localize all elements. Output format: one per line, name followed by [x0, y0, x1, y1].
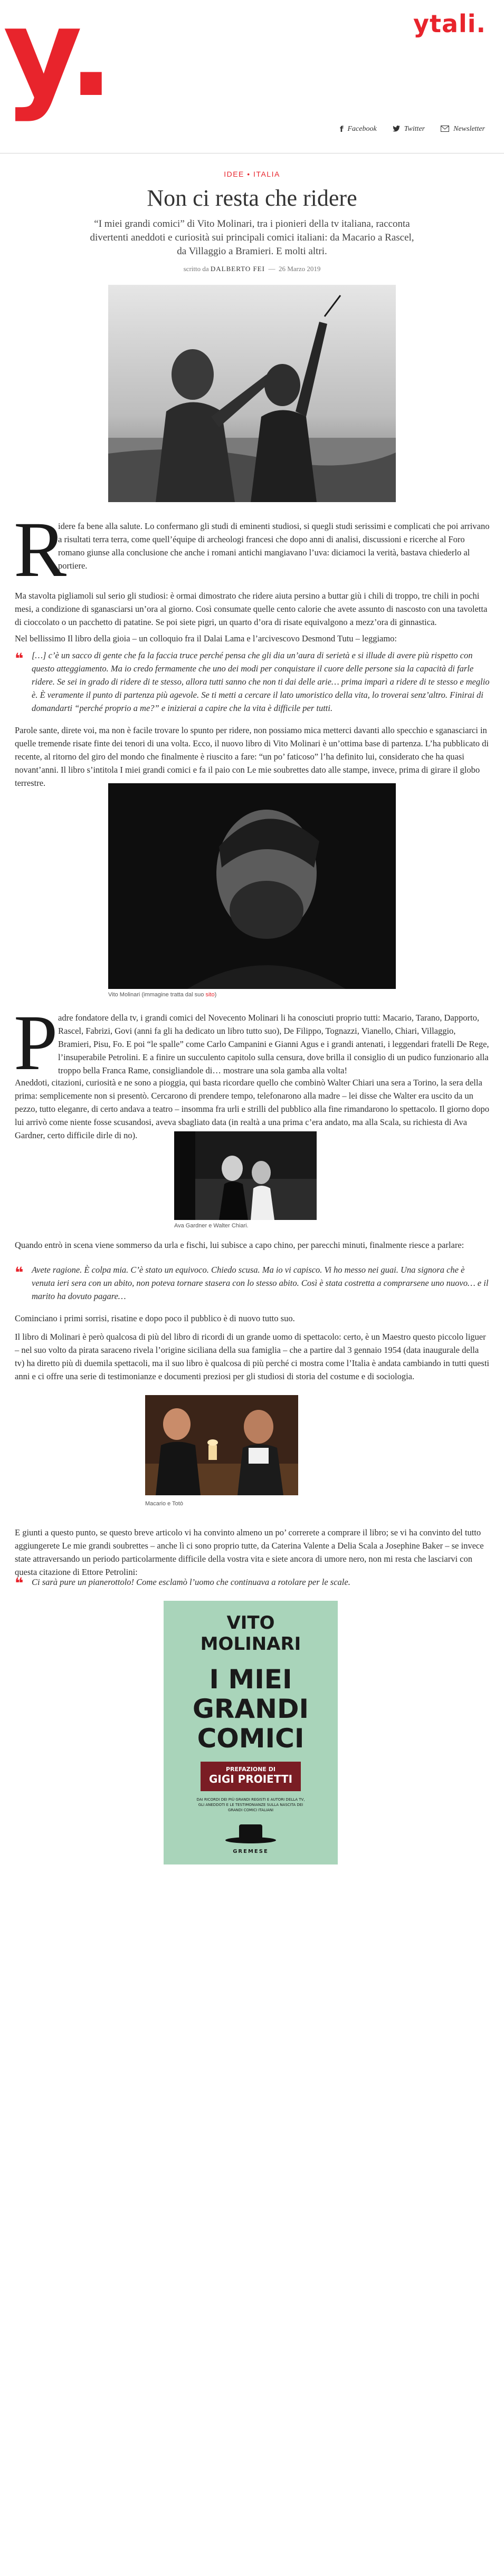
paragraph-10: E giunti a questo punto, se questo breve articolo vi ha convinto almeno un po’ correrete a comprare il libro; se vi ha convinto del tutto aggiungerete Le mie grandi soubrettes – anche lì ci sono proprio tutte, da Caterina Valente a Delia Scala a Josephine Baker – se invece state attraversando un periodo particolarmente difficile della vostra vita e siete ancora di umore nero, non mi resta che lasciarvi con questa citazione di Ettore Petrolini:	[15, 1527, 484, 1577]
cover-title-1: I MIEI	[209, 1664, 292, 1695]
paragraph-4: Parole sante, direte voi, ma non è facile trovare lo spunto per ridere, non possiamo mica metterci davanti allo specchio e sganasciarci in quelle tremende risate finte dei tenori di una volta. Ecco, il nuovo libro di Vito Molinari è un’ottima base di partenza. L’ha pubblicato di recente, al ritorno del giro del mondo che finalmente è riuscito a fare: “un po’ faticoso” l’ha definito lui, considerato che ha quasi novant’anni. Il libro s’intitola I miei grandi comici e fa il paio con Le mie soubrettes dato alle stampe, invece, prima di girare il globo terrestre.	[15, 725, 489, 788]
quote-1: […] c’è un sacco di gente che fa la faccia truce perché pensa che gli dia un’aura di serietà e si illude di avere più rispetto con questo atteggiamento. Ma io credo fermamente che uno dei modi per conquistare il cuore delle persone sia la capacità di farle ridere. Se sei in grado di ridere di te stesso, allora tutti sanno che non ti dai delle arie… prima imparì a ridere di te stesso e meglio è. È veramente il punto di partenza più agevole. Se ti metti a cercare il lato umoristico della vita, lo troverai senz’altro. Finirai di domandarti “perché proprio a me?” e inizierai a capire che la vita è difficile per tutti.	[32, 650, 490, 713]
paragraph-6: Aneddoti, citazioni, curiosità e ne sono a pioggia, qui basta ricordare quello che combinò Walter Chiari una sera a Torino, la sera della prima: semplicemente non si presentò. Cercarono di prendere tempo, telefonarono alla madre – lei disse che Walter era uscito da un pezzo, tutto eleganre, di certo andava a teatro – insomma fra urli e strilli del pubblico alla fine rimandarono lo spettacolo. Il giorno dopo lui arrivò come niente fosse scusandosi, aveva sbagliato data (in realtà a una prima c’era andato, ma alla Scala, su richiesta di Ava Gardner, certo difficile dirle di no).	[15, 1078, 489, 1140]
site-header	[0, 0, 504, 124]
cover-title-3: COMICI	[197, 1723, 305, 1754]
paragraph-7: Quando entrò in scena viene sommerso da urla e fischi, lui subisce a capo chino, per parecchi minuti, finalmente riesce a parlare:	[15, 1240, 464, 1250]
site-brand-name[interactable]: ytali.	[413, 9, 486, 38]
article-byline: scritto da DALBERTO FEI — 26 Marzo 2019	[183, 265, 321, 273]
article-title: Non ci resta che ridere	[147, 185, 357, 211]
macario-toto-photo	[145, 1395, 298, 1495]
quote-mark-icon: ❝	[15, 1264, 22, 1281]
site-logo[interactable]: y.	[3, 0, 111, 124]
paragraph-5: adre fondatore della tv, i grandi comici del Novecento Molinari li ha conosciuti proprio tutti: Macario, Tarano, Dapporto, Rascel, Fabrizi, Govi (anni fa gli ha dedicato un libro tutto suo), De Filippo, Tognazzi, Vianello, Chiari, Villaggio, Bramieri, Pisu, Fo. E poi “le spalle” come Carlo Campanini e Gianni Agus e i grandi antenati, i leggendari fratelli De Rege, l’insuperabile Petrolini. E a finire un succulento capitolo sulla censura, dove brilla il consiglio di un pudico funzionario alla troppo bella Franca Rame, consigliandole di… mostrare una sola gamba alla volta!	[58, 1013, 489, 1075]
cover-author-2: MOLINARI	[200, 1633, 301, 1655]
hero-photo	[108, 285, 396, 502]
facebook-link[interactable]	[340, 124, 377, 134]
cover-title-2: GRANDI	[192, 1694, 309, 1724]
book-cover	[164, 1601, 338, 1864]
facebook-icon: f	[339, 124, 344, 134]
cover-blurb: DAI RICORDI DEI PIÙ GRANDI REGISTI E AUTORI DELLA TV, GLI ANEDDOTI E LE TESTIMONIANZE SULLA NASCITA DEI GRANDI COMICI ITALIANI	[196, 1798, 305, 1812]
newsletter-label: Newsletter	[453, 125, 485, 133]
article-date: 26 Marzo 2019	[278, 265, 321, 273]
dropcap-r: R	[14, 506, 67, 593]
cover-preface-label: PREFAZIONE DI	[225, 1766, 275, 1773]
twitter-icon	[393, 124, 400, 134]
paragraph-3: Nel bellissimo Il libro della gioia – un colloquio fra il Dalai Lama e l’arcivescovo Desmond Tutu – leggiamo:	[15, 633, 397, 643]
cover-publisher: GREMESE	[233, 1849, 269, 1854]
article-lead: “I miei grandi comici” di Vito Molinari, tra i pionieri della tv italiana, racconta divertenti aneddoti e curiosità sui principali comici italiani: da Macario a Rascel, da Villaggio a Bramieri. E molti altri.	[90, 218, 414, 257]
paragraph-1: idere fa bene alla salute. Lo confermano gli studi di eminenti studiosi, si quegli studi serissimi e complicati che poi arrivano a risultati terra terra, come quell’équipe di archeologi francesi che dopo anni di analisi, discussioni e ricerche al Foro romano giunse alla conclusione che anche i romani antichi mangiavano l’uva: diciamoci la verità, bastava chiederlo al portiere.	[58, 521, 490, 571]
social-links	[340, 124, 485, 134]
paragraph-2: Ma stavolta pigliamoli sul serio gli studiosi: è ormai dimostrato che ridere aiuta persino a buttar giù i chili di troppo, tre chili in pochi mesi, a condizione di sganasciarsi un’ora al giorno. Così consumate quelle cento calorie che avete assunto di nascosto con una tavoletta di cioccolato o un pacchetto di patatine. Se poi siete pigri, un quarto d’ora di risate equivalgono a mezz’ora di ginnastica.	[15, 591, 488, 627]
molinari-portrait-photo	[108, 783, 396, 989]
newsletter-link[interactable]	[441, 124, 485, 134]
ava-gardner-walter-chiari-photo	[174, 1131, 317, 1220]
envelope-icon	[441, 124, 449, 134]
facebook-label: Facebook	[347, 125, 377, 133]
quote-2: Avete ragione. È colpa mia. C’è stato un equivoco. Chiedo scusa. Ma io vi capisco. Vi ho messo nei guai. Una signora che è venuta ieri sera con un abito, non poteva tornare stasera con lo stesso abito. Così è stata costretta a comprarsene uno nuovo… e il marito ha dovuto pagare…	[32, 1265, 489, 1301]
caption-1-link[interactable]: sito	[205, 992, 215, 998]
article-category[interactable]: IDEE • ITALIA	[224, 170, 280, 178]
twitter-label: Twitter	[404, 125, 425, 133]
cover-hat-icon	[224, 1822, 277, 1843]
byline-prefix: scritto da	[183, 265, 209, 273]
cover-preface-box	[201, 1762, 301, 1791]
caption-1-prefix: Vito Molinari (immagine tratta dal suo	[108, 992, 204, 998]
quote-mark-icon: ❝	[15, 1574, 22, 1592]
caption-1-suffix: )	[214, 992, 217, 998]
twitter-link[interactable]	[393, 124, 425, 134]
paragraph-9: Il libro di Molinari è però qualcosa di più del libro di ricordi di un grande uomo di spettacolo: certo, è un Maestro questo piccolo liguer – nel suo volto da pirata saraceno rivela l’origine siciliana della sua famiglia – che a partire dal 3 gennaio 1954 (data inaugurale della tv) ha diretto più di duemila spettacoli, ma il suo libro è qualcosa di più perché ci mostra come l’Italia è andata cambiando in tutti questi anni e ci offre una serie di testimonianze e documenti preziosi per gli studiosi di storia del costume e di sociologia.	[15, 1332, 489, 1381]
paragraph-8: Cominciano i primi sorrisi, risatine e dopo poco il pubblico è di nuovo tutto suo.	[15, 1313, 295, 1323]
couple-caption: Ava Gardner e Walter Chiari.	[174, 1223, 249, 1229]
author-link[interactable]: DALBERTO FEI	[210, 265, 265, 273]
dropcap-p: P	[14, 999, 58, 1087]
cover-preface-name: GIGI PROIETTI	[208, 1773, 293, 1785]
quote-3: Ci sarà pure un pianerottolo! Come esclamò l’uomo che continuava a rotolare per le scale.	[32, 1577, 350, 1587]
macario-caption: Macario e Totò	[145, 1501, 183, 1507]
cover-author-1: VITO	[226, 1612, 275, 1633]
portrait-caption	[108, 992, 216, 998]
quote-mark-icon: ❝	[15, 650, 22, 667]
